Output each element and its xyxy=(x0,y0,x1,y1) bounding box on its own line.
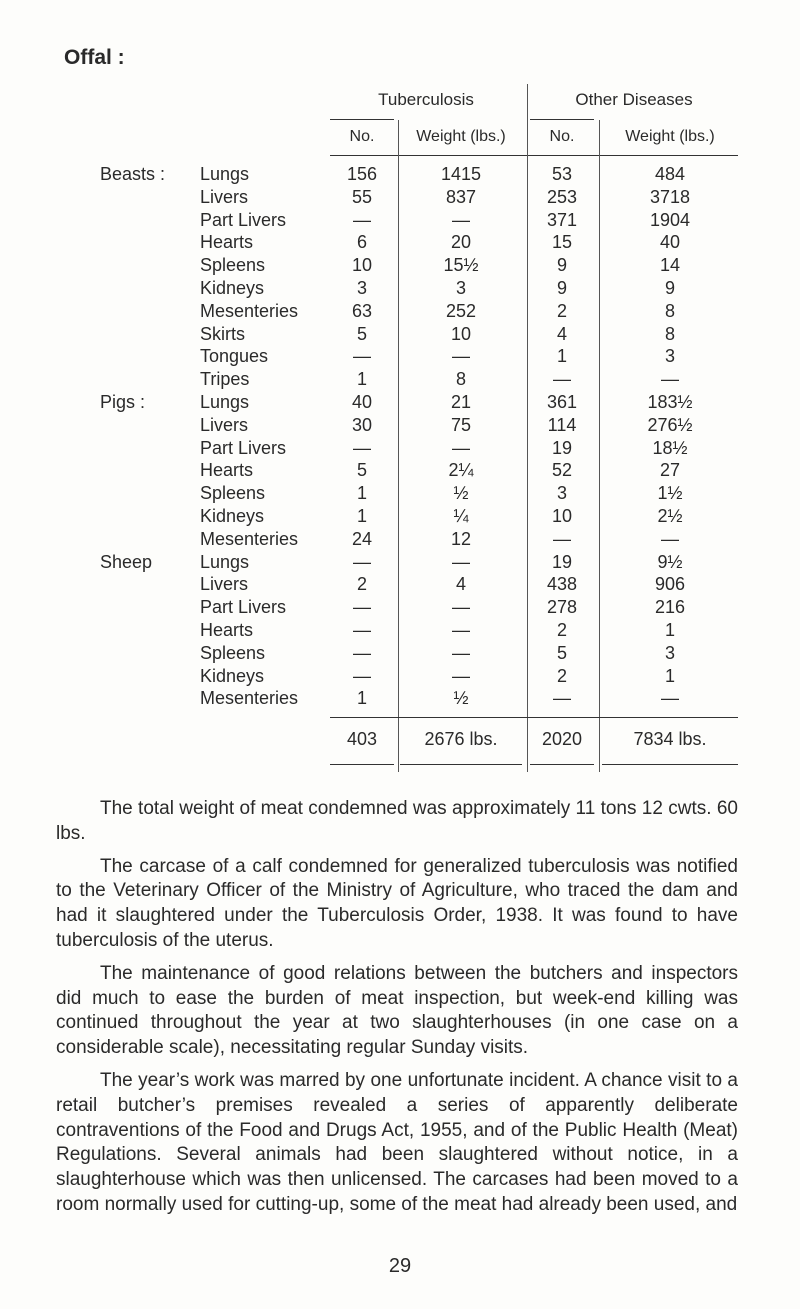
table-row xyxy=(0,231,800,254)
row-item-label: Spleens xyxy=(200,255,266,276)
total-tb-weight: 2676 lbs. xyxy=(424,729,498,749)
table-row xyxy=(0,573,800,596)
cell-tb-no: — xyxy=(353,642,371,663)
cell-other-weight: 484 xyxy=(654,164,686,184)
cell-other-weight: 1 xyxy=(664,620,675,640)
cell-other-no: 3 xyxy=(556,483,567,504)
row-group-label: Beasts : xyxy=(100,164,166,184)
row-item-label: Part Livers xyxy=(200,597,287,618)
cell-other-weight: — xyxy=(661,688,679,709)
cell-other-weight: 3 xyxy=(664,346,675,367)
cell-other-no: 2 xyxy=(556,620,567,640)
row-item-label: Mesenteries xyxy=(200,528,299,549)
cell-tb-weight: — xyxy=(452,620,470,640)
table-row xyxy=(0,482,800,505)
row-item-label: Tripes xyxy=(200,369,250,390)
cell-other-no: 114 xyxy=(547,414,577,435)
row-item-label: Hearts xyxy=(200,620,254,640)
cell-tb-weight: 15½ xyxy=(443,255,479,276)
cell-tb-no: 2 xyxy=(356,574,367,595)
table-row xyxy=(0,254,800,277)
cell-other-weight: 27 xyxy=(659,460,681,481)
cell-tb-weight: ¼ xyxy=(453,506,469,526)
cell-other-weight: 906 xyxy=(654,574,686,595)
cell-other-no: — xyxy=(553,528,571,549)
cell-tb-weight: — xyxy=(452,665,470,686)
cell-tb-weight: ½ xyxy=(453,688,469,709)
row-item-label: Hearts xyxy=(200,460,254,481)
cell-other-weight: — xyxy=(661,528,679,549)
cell-tb-no: 1 xyxy=(356,483,367,504)
cell-tb-weight: 2¼ xyxy=(448,460,474,481)
row-group-label: Pigs : xyxy=(100,392,146,412)
col-header-tb-weight: Weight (lbs.) xyxy=(416,128,506,145)
cell-tb-weight: 3 xyxy=(455,278,466,298)
cell-other-weight: 276½ xyxy=(647,414,693,435)
cell-other-weight: 1 xyxy=(664,665,675,686)
cell-tb-no: — xyxy=(353,551,371,572)
table-row xyxy=(0,459,800,482)
cell-tb-no: 5 xyxy=(356,460,367,481)
table-row xyxy=(0,596,800,619)
row-item-label: Mesenteries xyxy=(200,300,299,321)
cell-other-no: 53 xyxy=(551,164,573,184)
table-row xyxy=(0,687,800,710)
row-item-label: Hearts xyxy=(200,232,254,253)
paragraph: The carcase of a calf condemned for generalized tuberculosis was notified to the Veterinary Officer of the Ministry of Agriculture, who traced the dam and had it slaughtered under the Tuberculosis Order, 1938. It was found to have tuberculosis of the uterus. xyxy=(56,855,738,951)
cell-tb-weight: 12 xyxy=(450,528,472,549)
table-row xyxy=(0,619,800,642)
row-item-label: Mesenteries xyxy=(200,688,299,709)
cell-other-weight: 2½ xyxy=(657,506,683,526)
totals-rule xyxy=(530,764,594,765)
cell-other-weight: 18½ xyxy=(652,437,688,458)
row-item-label: Lungs xyxy=(200,551,250,572)
page-number: 29 xyxy=(388,1255,412,1277)
cell-other-weight: 14 xyxy=(659,255,681,276)
cell-tb-no: 30 xyxy=(351,414,373,435)
cell-tb-weight: — xyxy=(452,597,470,618)
cell-tb-weight: — xyxy=(452,209,470,230)
cell-tb-no: 1 xyxy=(356,369,367,390)
table-row xyxy=(0,665,800,688)
row-item-label: Spleens xyxy=(200,642,266,663)
total-tb-no: 403 xyxy=(346,729,378,749)
header-rule xyxy=(330,155,738,156)
row-item-label: Part Livers xyxy=(200,209,287,230)
cell-tb-no: 1 xyxy=(356,688,367,709)
table-row xyxy=(0,300,800,323)
cell-tb-weight: 8 xyxy=(455,369,466,390)
cell-tb-weight: — xyxy=(452,437,470,458)
table-row xyxy=(0,277,800,300)
cell-other-weight: — xyxy=(661,369,679,390)
col-header-tb-no: No. xyxy=(349,128,375,145)
col-header-other-weight: Weight (lbs.) xyxy=(625,128,715,145)
row-item-label: Skirts xyxy=(200,323,245,344)
table-row xyxy=(0,186,800,209)
totals-rule xyxy=(330,717,738,718)
totals-row xyxy=(0,726,800,752)
cell-other-weight: 8 xyxy=(664,300,675,321)
cell-tb-weight: 21 xyxy=(450,392,472,412)
cell-other-no: 371 xyxy=(546,209,578,230)
cell-tb-weight: 20 xyxy=(450,232,472,253)
section-heading: Offal : xyxy=(64,46,125,69)
header-rule xyxy=(330,119,394,120)
cell-tb-no: 5 xyxy=(356,323,367,344)
cell-other-no: 19 xyxy=(551,437,573,458)
row-item-label: Part Livers xyxy=(200,437,287,458)
table-row xyxy=(0,642,800,665)
group-header-tuberculosis: Tuberculosis xyxy=(378,90,474,109)
table-row xyxy=(0,391,800,414)
cell-tb-weight: 837 xyxy=(445,186,477,207)
table-row xyxy=(0,528,800,551)
cell-other-no: 2 xyxy=(556,665,567,686)
total-other-no: 2020 xyxy=(541,729,583,749)
cell-other-no: 4 xyxy=(556,323,567,344)
totals-rule xyxy=(602,764,738,765)
header-rule xyxy=(530,119,594,120)
cell-tb-weight: ½ xyxy=(453,483,469,504)
cell-other-no: 5 xyxy=(556,642,567,663)
cell-tb-weight: 75 xyxy=(450,414,472,435)
cell-other-weight: 9½ xyxy=(657,551,683,572)
totals-rule xyxy=(330,764,394,765)
paragraph: The year’s work was marred by one unfortunate incident. A chance visit to a retail butcher’s premises revealed a series of apparently deliberate contraventions of the Food and Drugs Act, 1955, and of the Public Health (Meat) Regulations. Several animals had been slaughtered without notice, in a slaughterhouse which was then unlicensed. The carcases had been moved to a room normally used for cutting-up, some of the meat had already been used, and xyxy=(56,1069,738,1215)
cell-other-weight: 3718 xyxy=(649,186,691,207)
cell-other-no: — xyxy=(553,688,571,709)
cell-other-no: 278 xyxy=(546,597,578,618)
table-row xyxy=(0,551,800,574)
cell-other-no: 253 xyxy=(546,186,578,207)
cell-tb-no: 55 xyxy=(351,186,373,207)
cell-other-no: 438 xyxy=(546,574,578,595)
cell-tb-no: 40 xyxy=(351,392,373,412)
cell-tb-no: — xyxy=(353,665,371,686)
row-item-label: Kidneys xyxy=(200,506,265,526)
cell-tb-no: — xyxy=(353,346,371,367)
cell-other-no: 361 xyxy=(546,392,578,412)
table-row xyxy=(0,505,800,528)
cell-other-no: 9 xyxy=(556,278,567,298)
cell-other-weight: 183½ xyxy=(647,392,693,412)
cell-tb-weight: 252 xyxy=(445,300,477,321)
body-text xyxy=(56,797,738,1226)
cell-other-no: — xyxy=(553,369,571,390)
cell-other-no: 2 xyxy=(556,300,567,321)
row-item-label: Kidneys xyxy=(200,665,265,686)
col-header-other-no: No. xyxy=(549,128,575,145)
cell-other-no: 10 xyxy=(551,506,573,526)
table-row xyxy=(0,209,800,232)
totals-rule xyxy=(400,764,522,765)
cell-tb-no: 63 xyxy=(351,300,373,321)
cell-other-weight: 1½ xyxy=(657,483,683,504)
cell-other-weight: 8 xyxy=(664,323,675,344)
group-header-other-diseases: Other Diseases xyxy=(575,90,693,109)
cell-tb-no: — xyxy=(353,597,371,618)
cell-tb-weight: — xyxy=(452,346,470,367)
cell-tb-no: 10 xyxy=(351,255,373,276)
cell-other-no: 9 xyxy=(556,255,567,276)
cell-tb-no: 156 xyxy=(346,164,378,184)
row-item-label: Kidneys xyxy=(200,278,265,298)
row-item-label: Livers xyxy=(200,186,249,207)
cell-tb-weight: 1415 xyxy=(440,164,482,184)
table-row xyxy=(0,323,800,346)
total-other-weight: 7834 lbs. xyxy=(633,729,707,749)
paragraph: The total weight of meat condemned was approximately 11 tons 12 cwts. 60 lbs. xyxy=(56,798,738,844)
row-item-label: Tongues xyxy=(200,346,269,367)
cell-other-no: 52 xyxy=(551,460,573,481)
cell-tb-weight: — xyxy=(452,642,470,663)
row-item-label: Livers xyxy=(200,574,249,595)
cell-tb-no: 3 xyxy=(356,278,367,298)
cell-other-no: 1 xyxy=(556,346,567,367)
row-item-label: Spleens xyxy=(200,483,266,504)
paragraph: The maintenance of good relations between the butchers and inspectors did much to ease the burden of meat inspection, but week-end killing was continued throughout the year at two slaughterhouses (in one case on a considerable scale), necessitating regular Sunday visits. xyxy=(56,962,738,1059)
table-row xyxy=(0,437,800,460)
cell-other-weight: 1904 xyxy=(649,209,691,230)
cell-tb-no: — xyxy=(353,209,371,230)
cell-other-weight: 3 xyxy=(664,642,675,663)
cell-other-no: 19 xyxy=(551,551,573,572)
cell-tb-no: — xyxy=(353,437,371,458)
cell-tb-no: 1 xyxy=(356,506,367,526)
row-item-label: Livers xyxy=(200,414,249,435)
cell-other-weight: 216 xyxy=(654,597,686,618)
table-row xyxy=(0,368,800,391)
table-row xyxy=(0,414,800,437)
table-row xyxy=(0,163,800,186)
cell-tb-no: — xyxy=(353,620,371,640)
cell-tb-weight: 10 xyxy=(450,323,472,344)
cell-tb-no: 6 xyxy=(356,232,367,253)
row-group-label: Sheep xyxy=(100,551,153,572)
cell-tb-weight: 4 xyxy=(455,574,466,595)
cell-other-weight: 9 xyxy=(664,278,675,298)
table-row xyxy=(0,345,800,368)
cell-tb-weight: — xyxy=(452,551,470,572)
row-item-label: Lungs xyxy=(200,164,250,184)
cell-other-no: 15 xyxy=(551,232,573,253)
row-item-label: Lungs xyxy=(200,392,250,412)
cell-other-weight: 40 xyxy=(659,232,681,253)
cell-tb-no: 24 xyxy=(351,528,373,549)
